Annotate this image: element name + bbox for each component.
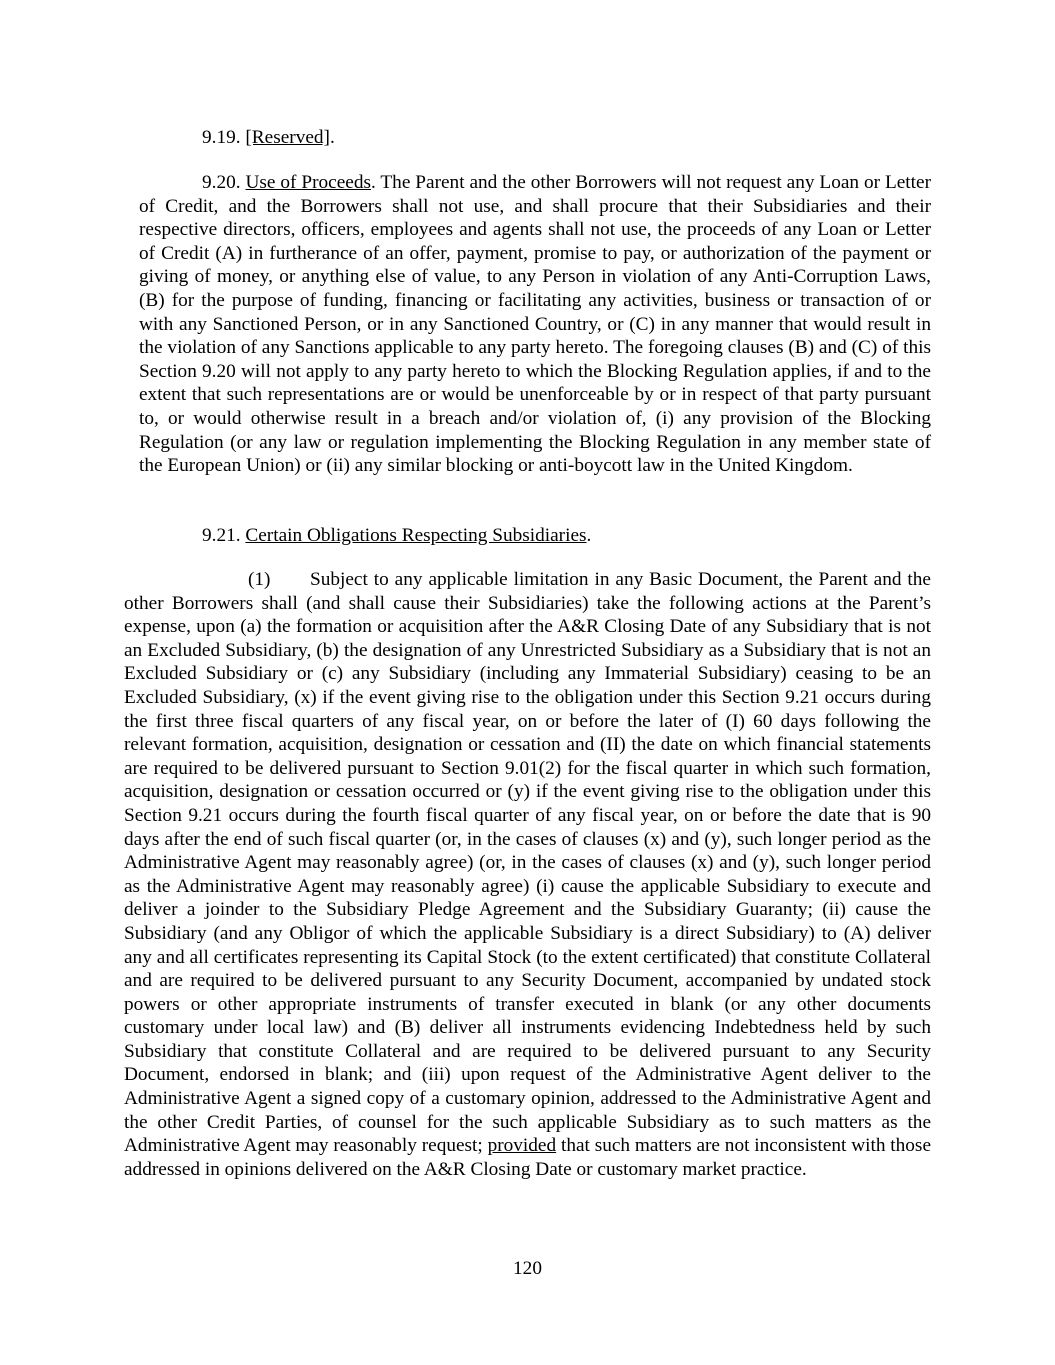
section-title-end: . <box>586 525 592 546</box>
section-title: Certain Obligations Respecting Subsidiaries <box>245 525 587 546</box>
provided-term: provided <box>487 1135 557 1157</box>
section-title-end: . <box>329 127 335 148</box>
section-body: . The Parent and the other Borrowers will not request any Loan or Letter of Credit, and the Borrowers shall not use, and shall procure that their Subsidiaries and their respective directors, officers, employees and agents shall not use, the proceeds of any Loan or Letter of Credit (A) in furtherance of an offer, payment, promise to pay, or authorization of the payment or giving of money, or anything else of value, to any Person in violation of any Anti-Corruption Laws, (B) for the purpose of funding, financing or facilitating any activities, business or transaction of or with any Sanctioned Person, or in any Sanctioned Country, or (C) in any manner that would result in the violation of any Sanctions applicable to any party hereto. The foregoing clauses (B) and (C) of this Section 9.20 will not apply to any party hereto to which the Blocking Regulation applies, if and to the extent that such representations are or would be unenforceable by or in respect of that party pursuant to, or would otherwise result in a breach and/or violation of, (i) any provision of the Blocking Regulation (or any law or regulation implementing the Blocking Regulation in any member state of the European Union) or (ii) any similar blocking or anti-boycott law in the United Kingdom. <box>139 172 931 477</box>
section-9-20 <box>139 171 931 478</box>
clause-body: Subject to any applicable limitation in any Basic Document, the Parent and the other Borrowers shall (and shall cause their Subsidiaries) take the following actions at the Parent’s expense, upon (a) the formation or acquisition after the A&R Closing Date of any Subsidiary that is not an Excluded Subsidiary, (b) the designation of any Unrestricted Subsidiary as a Subsidiary that is not an Excluded Subsidiary or (c) any Subsidiary (including any Immaterial Subsidiary) ceasing to be an Excluded Subsidiary, (x) if the event giving rise to the obligation under this Section 9.21 occurs during the first three fiscal quarters of any fiscal year, on or before the later of (I) 60 days following the relevant formation, acquisition, designation or cessation and (II) the date on which financial statements are required to be delivered pursuant to Section 9.01(2) for the fiscal quarter in which such formation, acquisition, designation or cessation occurred or (y) if the event giving rise to the obligation under this Section 9.21 occurs during the fourth fiscal quarter of any fiscal year, on or before the date that is 90 days after the end of such fiscal quarter (or, in the cases of clauses (x) and (y), such longer period as the Administrative Agent may reasonably agree) (or, in the cases of clauses (x) and (y), such longer period as the Administrative Agent may reasonably agree) (i) cause the applicable Subsidiary to execute and deliver a joinder to the Subsidiary Pledge Agreement and the Subsidiary Guaranty; (ii) cause the Subsidiary (and any Obligor of which the applicable Subsidiary is a direct Subsidiary) to (A) deliver any and all certificates representing its Capital Stock (to the extent certificated) that constitute Collateral and are required to be delivered pursuant to any Security Document, accompanied by undated stock powers or other appropriate instruments of transfer executed in blank (or any other documents customary under local law) and (B) deliver all instruments evidencing Indebtedness held by such Subsidiary that constitute Collateral and are required to be delivered pursuant to any Security Document, endorsed in blank; and (iii) upon request of the Administrative Agent deliver to the Administrative Agent a signed copy of a customary opinion, addressed to the Administrative Agent and the other Credit Parties, of counsel for the such applicable Subsidiary as to such matters as the Administrative Agent may reasonably request; <box>124 569 931 1157</box>
section-title: Use of Proceeds <box>245 172 371 193</box>
clause-number: (1) <box>248 569 271 590</box>
section-9-19 <box>202 126 335 150</box>
section-title: [Reserved] <box>245 127 330 148</box>
section-number: 9.20. <box>202 172 241 193</box>
section-9-21 <box>202 524 591 548</box>
section-number: 9.21. <box>202 525 241 546</box>
page-number: 120 <box>513 1258 542 1279</box>
section-number: 9.19. <box>202 127 241 148</box>
clause-body-end: that such matters are not inconsistent with those addressed in opinions delivered on the A&R Closing Date or customary market practice. <box>124 1135 931 1180</box>
section-9-21-clause-1 <box>124 568 931 1181</box>
